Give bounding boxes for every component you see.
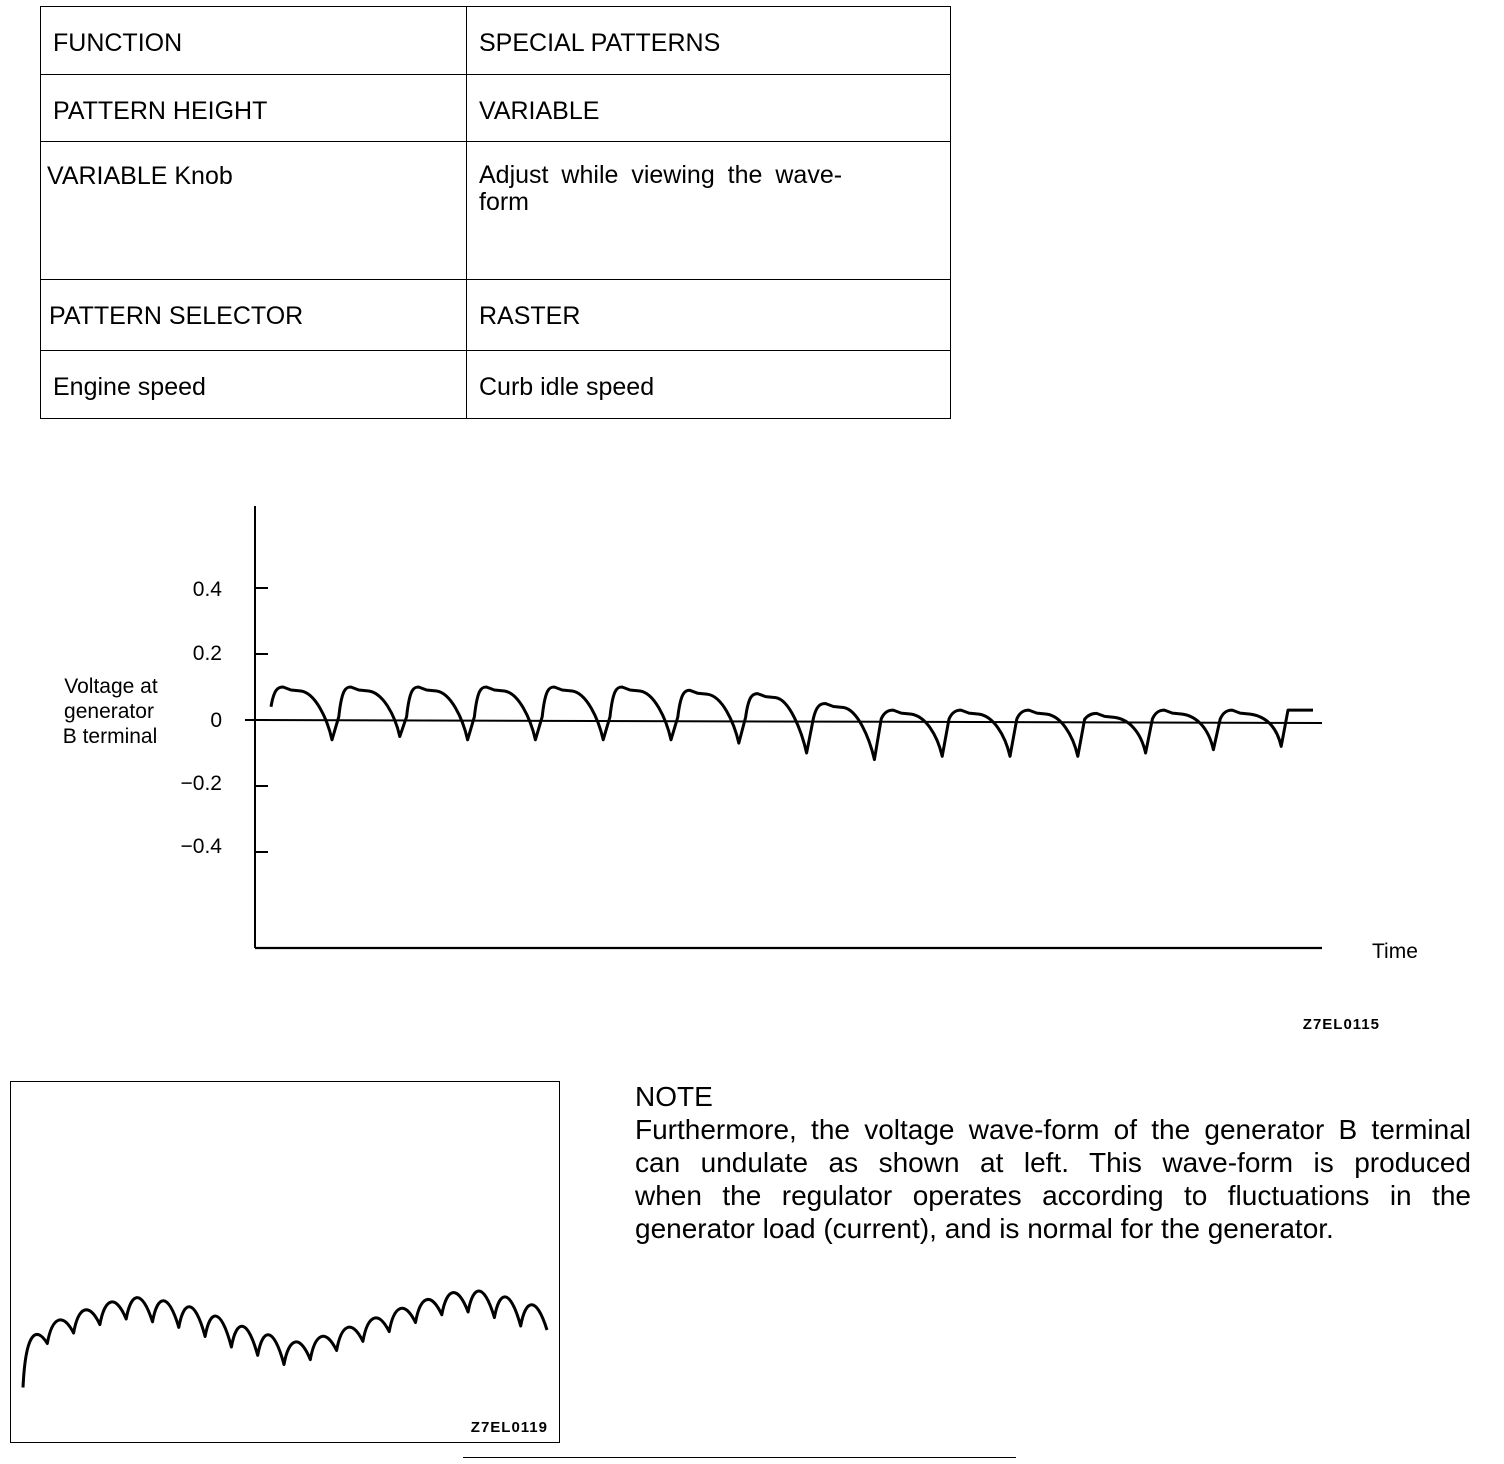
- y-tick-label: 0: [210, 709, 222, 732]
- note-line: when the regulator operates according to fluctuations in the: [635, 1180, 1471, 1211]
- undulating-waveform-chart: [11, 1082, 559, 1442]
- note-line: Furthermore, the voltage wave-form of the generator B terminal: [635, 1114, 1471, 1145]
- table-row: [41, 142, 951, 280]
- table-cell-setting: VARIABLE: [467, 75, 951, 142]
- y-tick-label: −0.4: [180, 835, 222, 858]
- table-cell-setting: RASTER: [467, 280, 951, 351]
- figure-code: Z7EL0119: [470, 1419, 548, 1436]
- table-cell-function: VARIABLE Knob: [41, 142, 467, 280]
- table-row: [41, 280, 951, 351]
- note-section: [635, 1080, 1471, 1245]
- table-cell-setting-header: SPECIAL PATTERNS: [467, 7, 951, 75]
- note-heading: NOTE: [635, 1081, 713, 1112]
- voltage-waveform-chart: [0, 490, 1504, 1050]
- y-tick-label: −0.2: [180, 772, 222, 795]
- note-line: generator load (current), and is normal for the generator.: [635, 1213, 1334, 1244]
- table-row: [41, 7, 951, 75]
- settings-table: [40, 6, 951, 419]
- table-cell-function: PATTERN SELECTOR: [41, 280, 467, 351]
- y-axis-label-line: Voltage at: [64, 675, 158, 698]
- y-axis-label-line: B terminal: [62, 725, 158, 748]
- table-cell-function: Engine speed: [41, 351, 467, 419]
- table-cell-function: PATTERN HEIGHT: [41, 75, 467, 142]
- y-tick-label: 0.4: [192, 578, 222, 601]
- y-axis-label-line: generator: [64, 700, 154, 723]
- table-cell-setting: Curb idle speed: [467, 351, 951, 419]
- series-line-undulating-ripple: [23, 1291, 547, 1388]
- table-row: [41, 75, 951, 142]
- x-axis-label: Time: [1372, 940, 1418, 963]
- y-tick-label: 0.2: [192, 642, 222, 665]
- table-row: [41, 351, 951, 419]
- figure-code: Z7EL0115: [1302, 1016, 1380, 1033]
- table-cell-setting: Adjust while viewing the wave-form: [467, 142, 951, 280]
- undulating-waveform-figure: [10, 1081, 560, 1443]
- table-cell-function-header: FUNCTION: [41, 7, 467, 75]
- note-body: [635, 1113, 1471, 1245]
- note-line: can undulate as shown at left. This wave-form is produced: [635, 1147, 1471, 1178]
- bottom-rule: [463, 1457, 1016, 1458]
